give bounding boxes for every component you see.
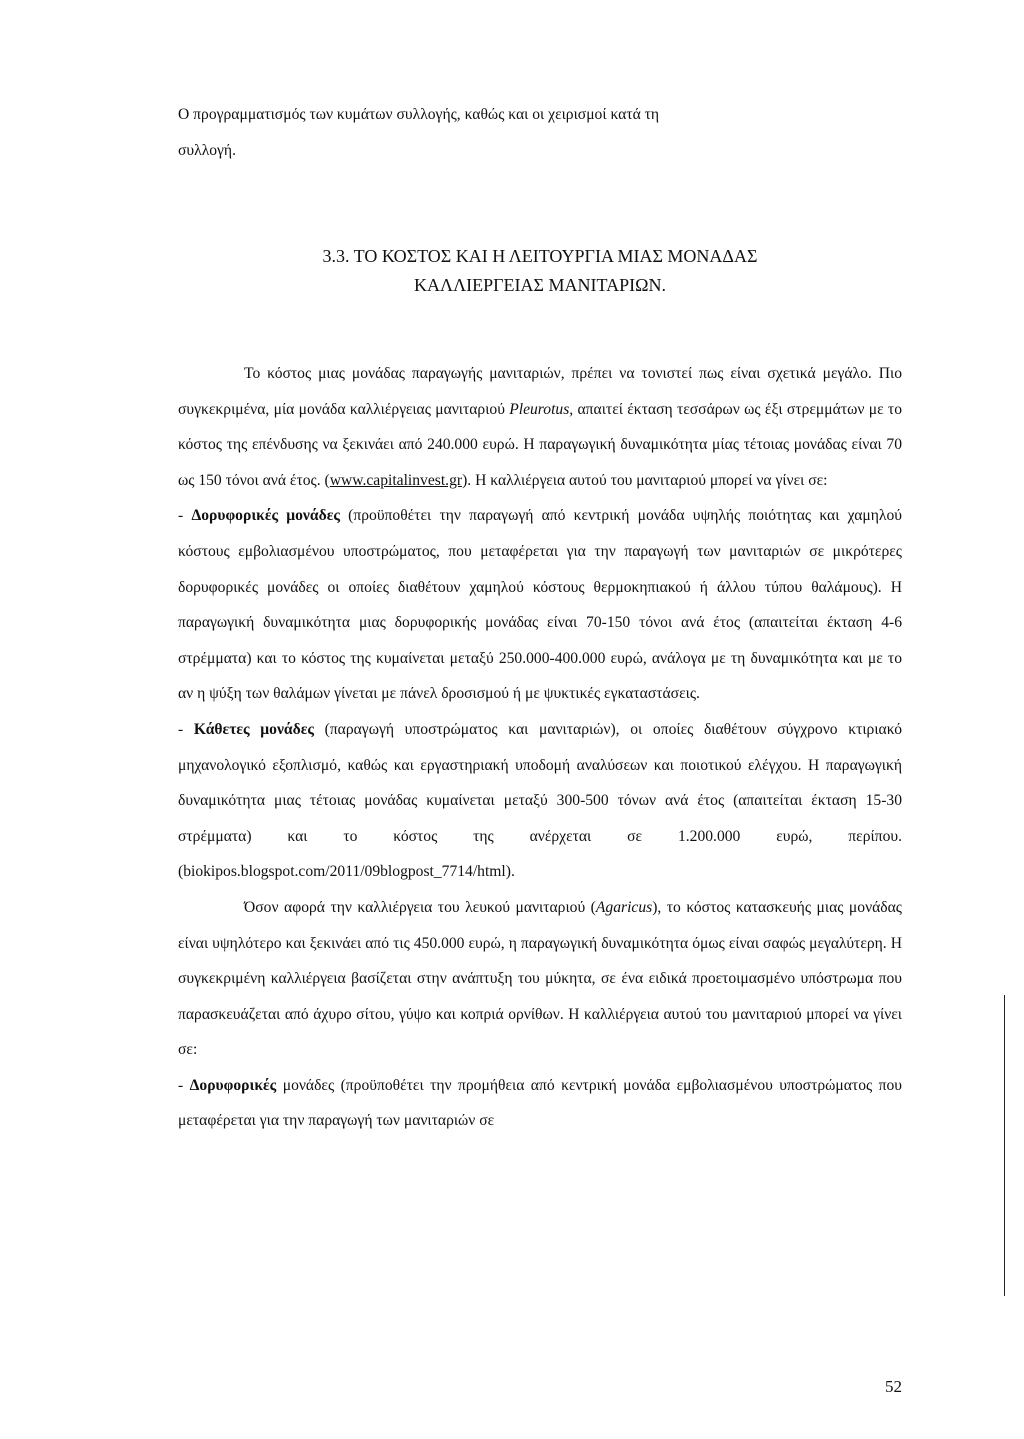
cost-text-end: ). Η καλλιέργεια αυτού του μανιταριού μπορεί να γίνει σε: — [462, 471, 828, 489]
vertical-units-text: (παραγωγή υποστρώματος και μανιταριών), οι οποίες διαθέτουν σύγχρονο κτιριακό μηχανολογικό εξοπλισμό, καθώς και εργαστηριακή υποδομή αναλύσεων και ποιοτικού ελέγχου. Η παραγωγική δυναμικότητα μιας τέτοιας μονάδας κυμαίνεται μεταξύ 300-500 τόνων ανά έτος (απαιτείται έκταση 15-30 στρέμματα) και το κόστος της ανέρχεται σε 1.200.000 ευρώ, περίπου. (biokipos.blogspot.com/2011/09blogpost_7714/html). — [178, 720, 903, 881]
vertical-units-term: Κάθετες μονάδες — [193, 720, 314, 738]
agaricus-satellite-term: Δορυφορικές — [189, 1076, 277, 1094]
agaricus-paragraph — [178, 890, 902, 1068]
margin-line — [1004, 995, 1005, 1296]
intro-paragraph — [178, 97, 902, 168]
vertical-units-paragraph — [178, 712, 902, 890]
species-name-agaricus: Agaricus — [595, 898, 653, 916]
page-number: 52 — [885, 1377, 902, 1396]
species-name-pleurotus: Pleurotus, — [509, 400, 574, 418]
satellite-units-text: (προϋποθέτει την παραγωγή από κεντρική μονάδα υψηλής ποιότητας και χαμηλού κόστους εμβολιασμένου υποστρώματος, που μεταφέρεται για την παραγωγή των μανιταριών σε μικρότερες δορυφορικές μονάδες οι οποίες διαθέτουν χαμηλού κόστους θερμοκηπιακού ή άλλου τύπου θαλάμους). Η παραγωγική δυναμικότητα μιας δορυφορικής μονάδας είναι 70-150 τόνοι ανά έτος (απαιτείται έκταση 4-6 στρέμματα) και το κόστος της κυμαίνεται μεταξύ 250.000-400.000 ευρώ, ανάλογα με τη δυναμικότητα και με το αν η ψύξη των θαλάμων γίνεται με πάνελ δροσισμού ή με ψυκτικές εγκαταστάσεις. — [178, 507, 902, 703]
section-heading-line-2: ΚΑΛΛΙΕΡΓΕΙΑΣ ΜΑΝΙΤΑΡΙΩΝ. — [414, 275, 666, 295]
source-link[interactable]: www.capitalinvest.gr — [329, 471, 463, 489]
cost-text-middle: απαιτεί έκταση τεσσάρων ως έξι στρεμμάτων με το κόστος της επένδυσης να ξεκινάει από 240.000 ευρώ. Η παραγωγική δυναμικότητα μίας τέτοιας μονάδας είναι 70 ως 150 τόνοι ανά έτος. ( — [178, 400, 902, 489]
cost-text-start: Το κόστος μιας μονάδας παραγωγής μανιταριών, πρέπει να τονιστεί πως είναι σχετικά μεγάλο. Πιο συγκεκριμένα, μία μονάδα καλλιέργειας μανιταριού — [178, 365, 902, 418]
agaricus-satellite-text: μονάδες (προϋποθέτει την προμήθεια από κεντρική μονάδα εμβολιασμένου υποστρώματος που μεταφέρεται για την παραγωγή των μανιταριών σε — [178, 1076, 902, 1130]
agaricus-text-end: ), το κόστος κατασκευής μιας μονάδας είναι υψηλότερο και ξεκινάει από τις 450.000 ευρώ, η παραγωγική δυναμικότητα όμως είναι σαφώς μεγαλύτερη. Η συγκεκριμένη καλλιέργεια βασίζεται στην ανάπτυξη του μύκητα, σε ένα ειδικά προετοιμασμένο υπόστρωμα που παρασκευάζεται από άχυρο σίτου, γύψο και κοπριά ορνίθων. Η καλλιέργεια αυτού του μανιταριού μπορεί να γίνει σε: — [178, 898, 902, 1059]
section-heading — [178, 242, 902, 300]
body-text — [178, 356, 902, 1139]
intro-line-1: Ο προγραμματισμός των κυμάτων συλλογής, καθώς και οι χειρισμοί κατά τη — [178, 106, 660, 123]
list-dash: - — [178, 507, 192, 525]
agaricus-text-start: Όσον αφορά την καλλιέργεια του λευκού μανιταριού ( — [244, 898, 596, 916]
section-heading-line-1: 3.3. ΤΟ ΚΟΣΤΟΣ ΚΑΙ Η ΛΕΙΤΟΥΡΓΙΑ ΜΙΑΣ ΜΟΝΑΔΑΣ — [322, 246, 758, 266]
cost-paragraph — [178, 356, 902, 498]
satellite-units-paragraph — [178, 498, 902, 712]
agaricus-satellite-paragraph — [178, 1068, 902, 1139]
list-dash: - — [178, 720, 194, 738]
intro-line-2: συλλογή. — [178, 141, 236, 159]
satellite-units-term: Δορυφορικές μονάδες — [191, 507, 340, 525]
list-dash: - — [178, 1076, 190, 1094]
